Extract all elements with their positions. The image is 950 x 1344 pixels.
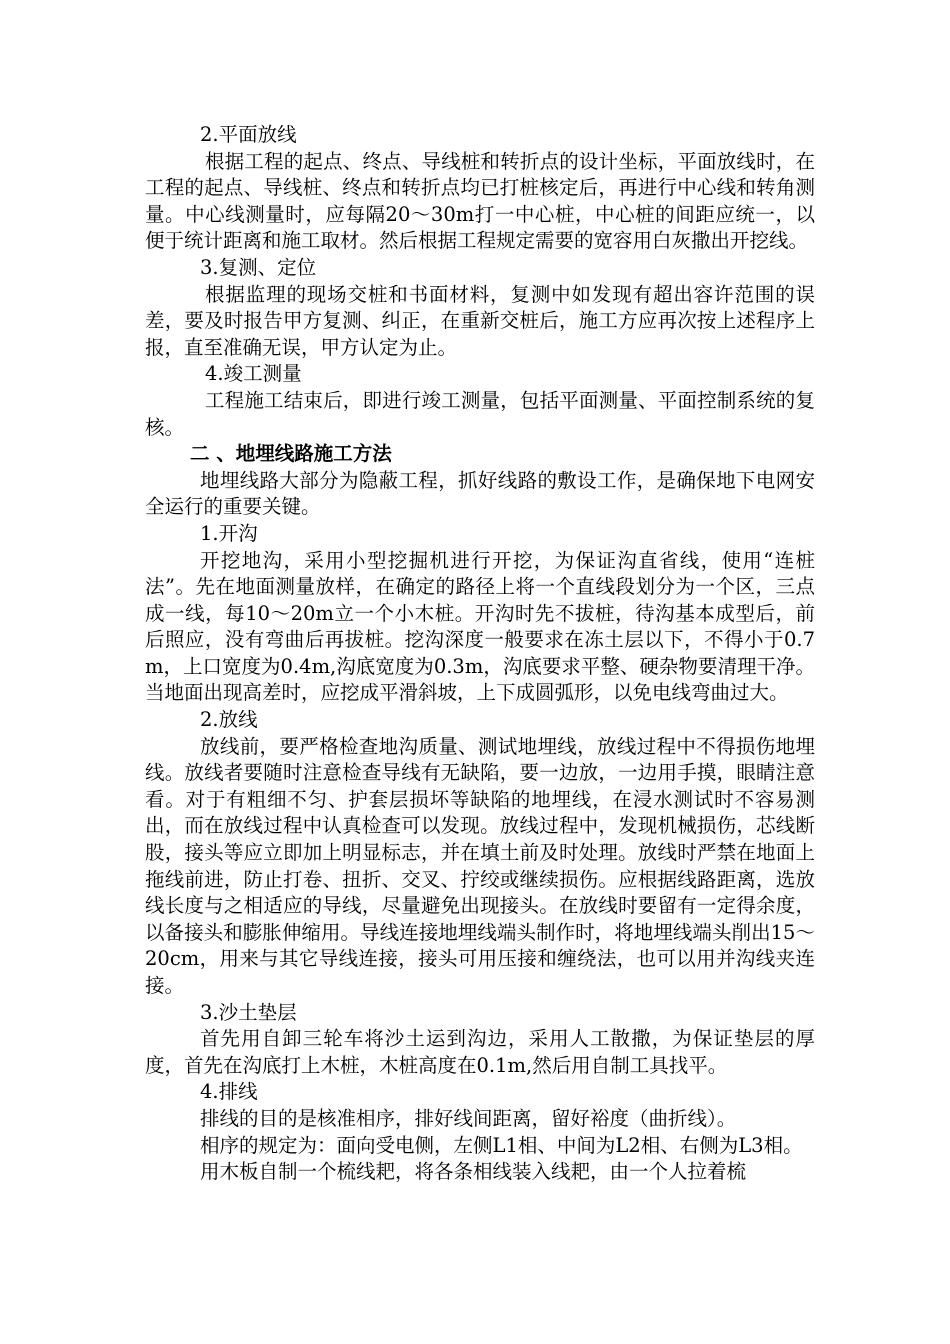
section-heading-recheck: 3.复测、定位 — [200, 255, 317, 279]
document-page — [145, 122, 815, 1186]
chapter-heading: 二 、地埋线路施工方法 — [190, 442, 392, 466]
section-heading-sand-bedding: 3.沙土垫层 — [200, 1000, 297, 1024]
paragraph-comb-rake: 用木板自制一个梳线耙，将各条相线装入线耙，由一个人拉着梳 — [200, 1160, 747, 1184]
paragraph-completion-survey: 工程施工结束后，即进行竣工测量，包括平面测量、平面控制系统的复核。 — [145, 388, 815, 439]
paragraph-plane-layout: 根据工程的起点、终点、导线桩和转折点的设计坐标，平面放线时，在工程的起点、导线桩、终点和转折点均已打桩核定后，再进行中心线和转角测量。中心线测量时，应每隔20～30m打一中心桩，中心桩的间距应统一，以便于统计距离和施工取材。然后根据工程规定需要的宽容用白灰撒出开挖线。 — [145, 149, 815, 253]
paragraph-phase-sequence: 相序的规定为：面向受电侧，左侧L1相、中间为L2相、右侧为L3相。 — [200, 1133, 803, 1157]
section-heading-trenching: 1.开沟 — [200, 521, 258, 545]
section-heading-cable-laying: 2.放线 — [200, 708, 258, 732]
paragraph-chapter-intro: 地埋线路大部分为隐蔽工程，抓好线路的敷设工作，是确保地下电网安全运行的重要关键。 — [145, 468, 815, 519]
paragraph-recheck: 根据监理的现场交桩和书面材料，复测中如发现有超出容许范围的误差，要及时报告甲方复测、纠正，在重新交桩后，施工方应再次按上述程序上报，直至准确无误，甲方认定为止。 — [145, 282, 815, 359]
paragraph-trenching: 开挖地沟，采用小型挖掘机进行开挖，为保证沟直省线，使用“连桩法”。先在地面测量放样，在确定的路径上将一个直线段划分为一个区，三点成一线，每10～20m立一个小木桩。开沟时先不拔桩，待沟基本成型后，前后照应，没有弯曲后再拔桩。挖沟深度一般要求在冻土层以下，不得小于0.7m，上口宽度为0.4m,沟底宽度为0.3m，沟底要求平整、硬杂物要清理干净。当地面出现高差时，应挖成平滑斜坡，上下成圆弧形，以免电线弯曲过大。 — [145, 548, 815, 705]
section-heading-plane-layout: 2.平面放线 — [200, 123, 297, 146]
section-heading-cable-arrangement: 4.排线 — [200, 1080, 258, 1104]
section-heading-completion-survey: 4.竣工测量 — [205, 362, 302, 386]
paragraph-cable-laying: 放线前，要严格检查地沟质量、测试地埋线，放线过程中不得损伤地埋线。放线者要随时注意检查导线有无缺陷，要一边放，一边用手摸，眼睛注意看。对于有粗细不匀、护套层损坏等缺陷的地埋线，在浸水测试时不容易测出，而在放线过程中认真检查可以发现。放线过程中，发现机械损伤，芯线断股，接头等应立即加上明显标志，并在填土前及时处理。放线时严禁在地面上拖线前进，防止打卷、扭折、交叉、拧绞或继续损伤。应根据线路距离，选放线长度与之相适应的导线，尽量避免出现接头。在放线时要留有一定得余度，以备接头和膨胀伸缩用。导线连接地埋线端头制作时，将地埋线端头削出15～20cm，用来与其它导线连接，接头可用压接和缠绕法，也可以用并沟线夹连接。 — [145, 734, 815, 997]
paragraph-arrangement-purpose: 排线的目的是核准相序，排好线间距离，留好裕度（曲折线）。 — [200, 1106, 737, 1130]
paragraph-sand-bedding: 首先用自卸三轮车将沙土运到沟边，采用人工散撒，为保证垫层的厚度，首先在沟底打上木桩，木桩高度在0.1m,然后用自制工具找平。 — [145, 1027, 815, 1077]
